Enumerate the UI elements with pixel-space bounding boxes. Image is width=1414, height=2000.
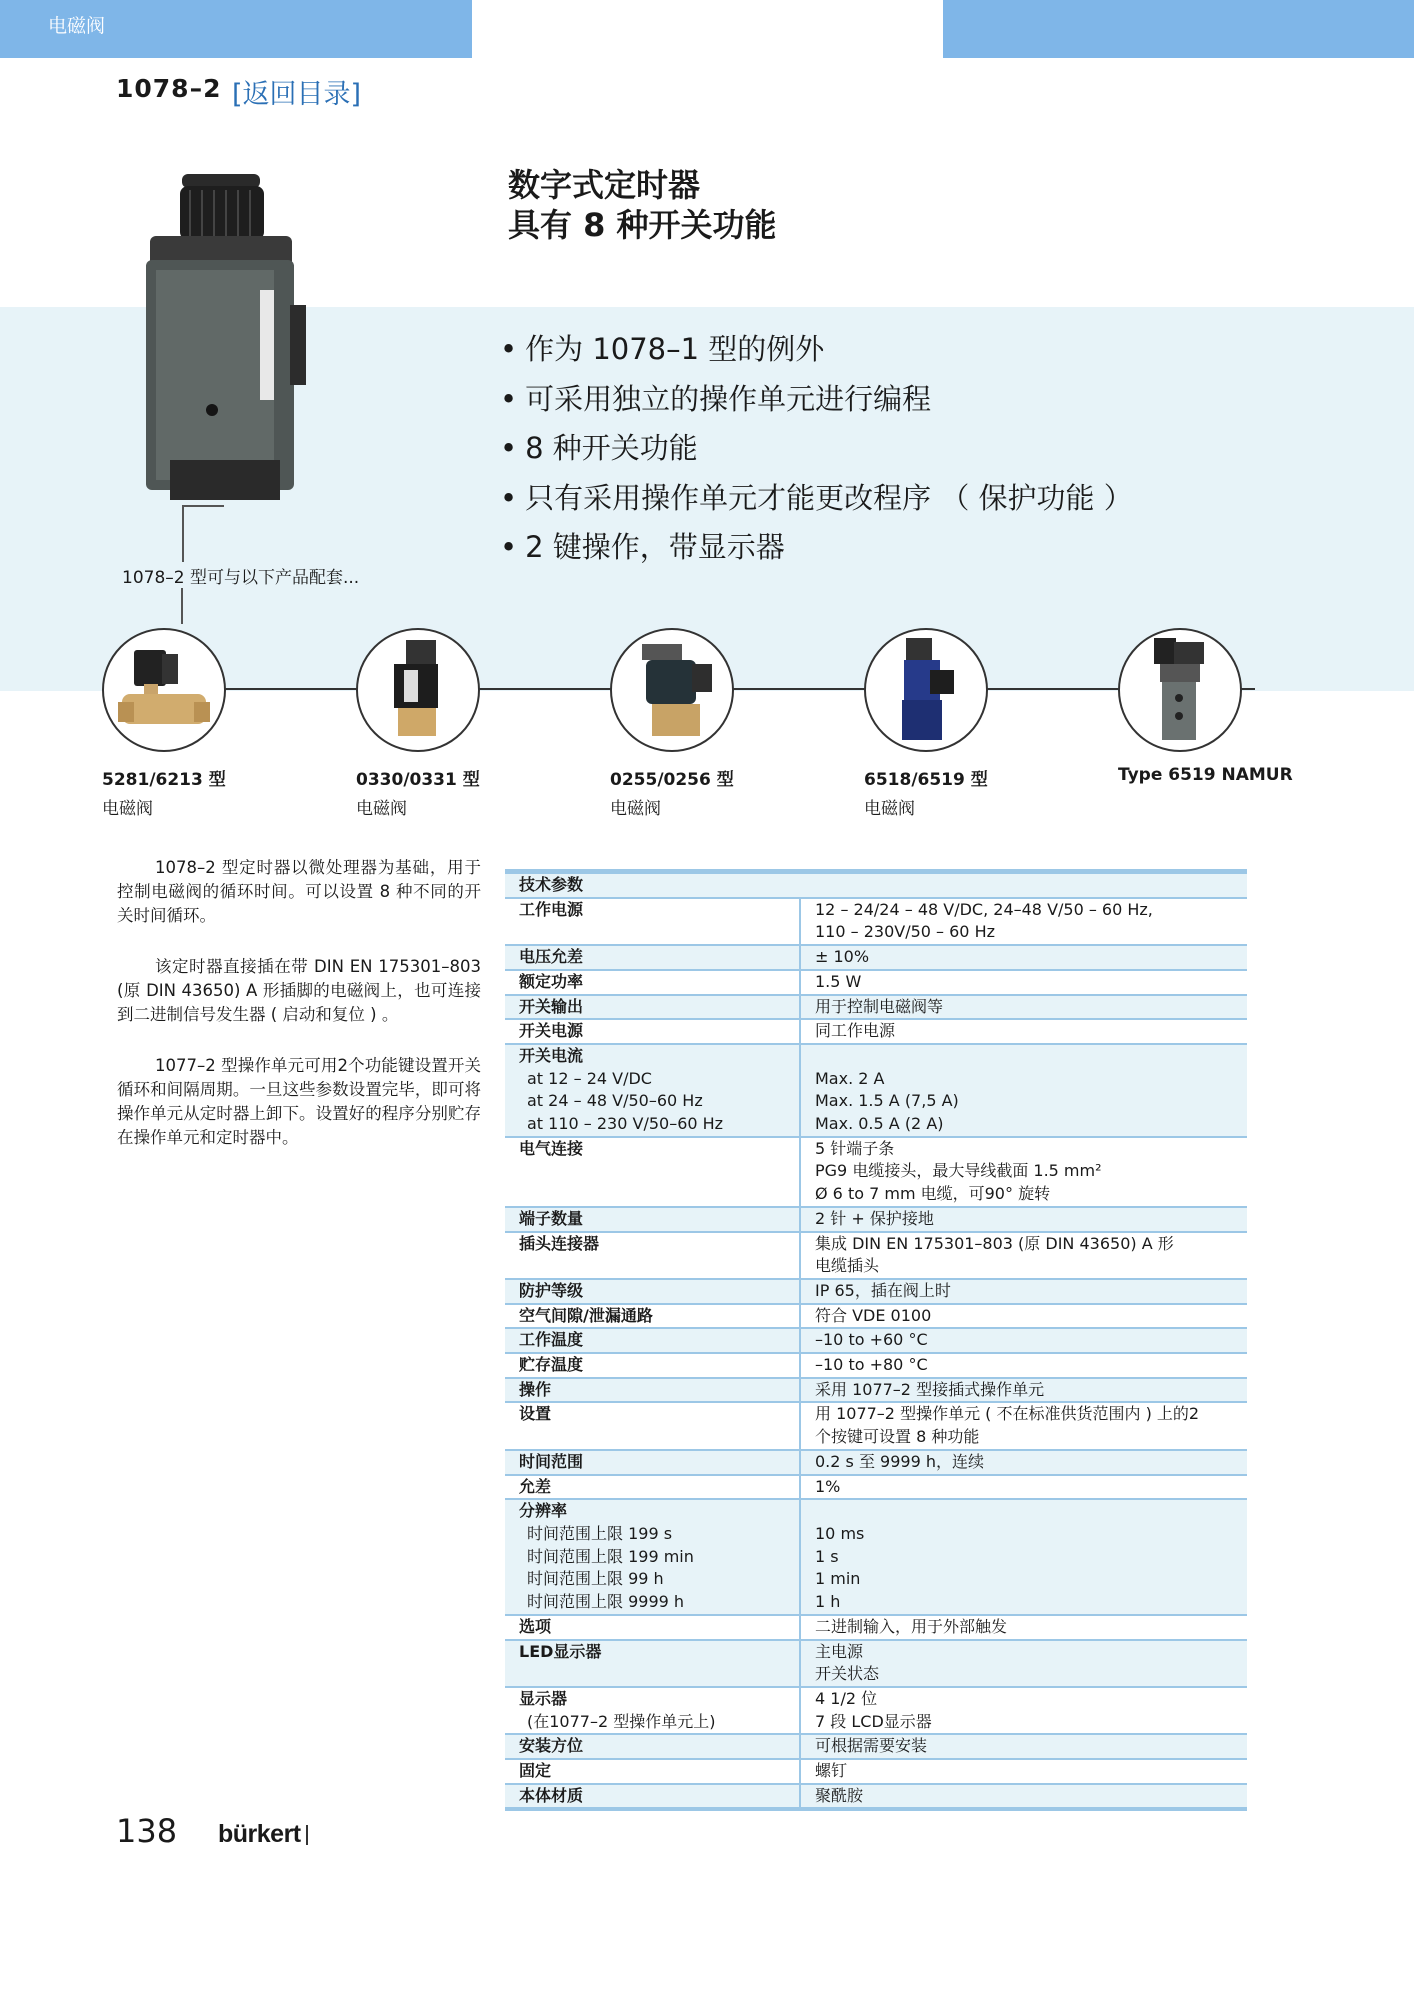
table-row [505, 1640, 1247, 1687]
spec-sublabel: at 110 – 230 V/50–60 Hz [527, 1114, 724, 1134]
table-row [505, 1734, 1247, 1759]
product-title-line2: 具有 8 种开关功能 [508, 206, 777, 244]
feature-item: • 作为 1078–1 型的例外 [500, 332, 825, 366]
spec-value-line: 2 针 + 保护接地 [815, 1208, 934, 1228]
spec-value [800, 970, 1247, 995]
table-row [505, 945, 1247, 970]
spec-value-line [815, 1045, 1247, 1068]
spec-value-line: –10 to +80 °C [815, 1355, 928, 1375]
spec-value-line: 主电源 [815, 1641, 864, 1661]
product-title-line1: 数字式定时器 [508, 166, 701, 204]
table-row [505, 1759, 1247, 1784]
spec-label-text: 电气连接 [519, 1138, 584, 1158]
spec-value [800, 1759, 1247, 1784]
description-paragraph: 1077–2 型操作单元可用2个功能键设置开关循环和间隔周期。一旦这些参数设置完毕，即可将操作单元从定时器上卸下。设置好的程序分别贮存在操作单元和定时器中。 [117, 1056, 481, 1147]
spec-value [800, 1019, 1247, 1044]
valve-name: 6518/6519 型 [864, 770, 988, 790]
spec-value-line: 螺钉 [815, 1761, 848, 1781]
feature-item: • 可采用独立的操作单元进行编程 [500, 381, 932, 416]
spec-value [800, 945, 1247, 970]
spec-label [505, 1279, 800, 1304]
description-paragraph: 该定时器直接插在带 DIN EN 175301–803 (原 DIN 43650) A 形插脚的电磁阀上，也可连接到二进制信号发生器 ( 启动和复位 ) 。 [117, 957, 481, 1024]
table-row [505, 1499, 1247, 1615]
spec-label [505, 1784, 800, 1810]
table-row [505, 1044, 1247, 1137]
brand-logo: bürkert [218, 1820, 301, 1848]
spec-label [505, 1019, 800, 1044]
table-row [505, 1687, 1247, 1734]
valve-image-0255 [610, 628, 734, 752]
table-row [505, 1328, 1247, 1353]
spec-label [505, 1232, 800, 1279]
table-row [505, 970, 1247, 995]
spec-value-line: 个按键可设置 8 种功能 [815, 1427, 980, 1447]
spec-value [800, 1784, 1247, 1810]
spec-label [505, 1499, 800, 1615]
spec-label [505, 970, 800, 995]
spec-label-text: 电压允差 [519, 947, 584, 967]
valve-name: 5281/6213 型 [102, 770, 226, 790]
spec-value-line: 10 ms [815, 1523, 865, 1543]
spec-label-text: 工作电源 [519, 899, 584, 919]
spec-label-text: 固定 [519, 1761, 552, 1781]
spec-value-line: 二进制输入，用于外部触发 [815, 1616, 1008, 1636]
table-row [505, 1019, 1247, 1044]
spec-label [505, 1734, 800, 1759]
table-header: 技术参数 [505, 872, 1247, 898]
spec-label-text: 额定功率 [519, 971, 584, 991]
spec-label [505, 1353, 800, 1378]
spec-label-text: 开关电源 [519, 1021, 584, 1041]
description-paragraph: 1078–2 型定时器以微处理器为基础，用于控制电磁阀的循环时间。可以设置 8 种不同的开关时间循环。 [117, 858, 481, 925]
spec-label-text: 本体材质 [519, 1785, 584, 1805]
header-bar-right [943, 0, 1414, 58]
spec-label [505, 1328, 800, 1353]
valve-image-6519-namur [1118, 628, 1242, 752]
spec-value-line: 同工作电源 [815, 1021, 896, 1041]
spec-sublabel: 时间范围上限 9999 h [527, 1592, 685, 1612]
valve-image-5281 [102, 628, 226, 752]
spec-label-text: 显示器 [519, 1688, 568, 1708]
spec-value [800, 1734, 1247, 1759]
table-row [505, 1378, 1247, 1403]
spec-label-text: 防护等级 [519, 1280, 584, 1300]
spec-label-text: 工作温度 [519, 1330, 584, 1350]
spec-value-line: 1% [815, 1476, 841, 1496]
valve-image-0330 [356, 628, 480, 752]
spec-label [505, 945, 800, 970]
spec-label-text: 贮存温度 [519, 1355, 584, 1375]
spec-label-text: 插头连接器 [519, 1233, 600, 1253]
spec-label [505, 1759, 800, 1784]
valve-type: 电磁阀 [356, 799, 407, 819]
spec-value-line: ± 10% [815, 947, 870, 967]
spec-label-text: 操作 [519, 1379, 552, 1399]
page-number: 138 [116, 1812, 178, 1850]
spec-sublabel: 时间范围上限 199 min [527, 1546, 694, 1566]
spec-label-text: 设置 [519, 1404, 552, 1424]
spec-label-text: 空气间隙/泄漏通路 [519, 1305, 653, 1325]
spec-value [800, 1279, 1247, 1304]
spec-value-line: 12 – 24/24 – 48 V/DC, 24–48 V/50 – 60 Hz, [815, 899, 1153, 919]
table-row [505, 1353, 1247, 1378]
spec-value [800, 1304, 1247, 1329]
spec-value-line: 1 h [815, 1592, 841, 1612]
spec-label [505, 1044, 800, 1137]
spec-value-line: 开关状态 [815, 1664, 880, 1684]
spec-value-line: 1.5 W [815, 971, 862, 991]
spec-value-line: –10 to +60 °C [815, 1330, 928, 1350]
spec-value-line: 用 1077–2 型操作单元 ( 不在标准供货范围内 ) 上的2 [815, 1404, 1200, 1424]
spec-value-line: 聚酰胺 [815, 1785, 864, 1805]
valve-name: Type 6519 NAMUR [1118, 765, 1293, 785]
spec-value [800, 1353, 1247, 1378]
connector-line [182, 505, 224, 562]
spec-value [800, 1450, 1247, 1475]
spec-label [505, 1475, 800, 1500]
spec-value [800, 1402, 1247, 1449]
connector-line-vertical [181, 588, 183, 624]
spec-value [800, 1687, 1247, 1734]
spec-sublabel: at 24 – 48 V/50–60 Hz [527, 1091, 703, 1111]
spec-sublabel: 时间范围上限 199 s [527, 1523, 673, 1543]
spec-value-line: 7 段 LCD显示器 [815, 1711, 932, 1731]
spec-label-text: 开关输出 [519, 996, 584, 1016]
spec-value [800, 1499, 1247, 1615]
feature-item: • 只有采用操作单元才能更改程序 （ 保护功能 ） [500, 480, 1133, 515]
brand-divider [306, 1825, 308, 1845]
spec-value-line [815, 1500, 1247, 1523]
bullet-icon: • [500, 381, 518, 416]
spec-value-line: Max. 0.5 A (2 A) [815, 1114, 944, 1134]
spec-sublabel: 时间范围上限 99 h [527, 1569, 664, 1589]
table-row [505, 1279, 1247, 1304]
spec-label-text: 安装方位 [519, 1736, 584, 1756]
spec-sublabel: at 12 – 24 V/DC [527, 1068, 652, 1088]
spec-value [800, 995, 1247, 1020]
table-row [505, 1232, 1247, 1279]
spec-label [505, 1615, 800, 1640]
spec-label [505, 1207, 800, 1232]
spec-label [505, 1137, 800, 1207]
spec-value [800, 1207, 1247, 1232]
spec-value-line: 符合 VDE 0100 [815, 1305, 932, 1325]
spec-label-text: 允差 [519, 1476, 552, 1496]
spec-value-line: 5 针端子条 [815, 1138, 895, 1158]
table-row [505, 898, 1247, 945]
spec-value-line: 4 1/2 位 [815, 1688, 878, 1708]
spec-value-line: 1 s [815, 1546, 839, 1566]
table-row [505, 1402, 1247, 1449]
spec-label [505, 1450, 800, 1475]
spec-sublabel: (在1077–2 型操作单元上) [527, 1711, 716, 1731]
spec-value [800, 1137, 1247, 1207]
tech-specs-table [505, 869, 1247, 1811]
bullet-icon: • [500, 530, 518, 564]
spec-label [505, 1687, 800, 1734]
table-row [505, 1475, 1247, 1500]
valve-type: 电磁阀 [610, 799, 661, 819]
spec-value-line: Max. 2 A [815, 1068, 885, 1088]
spec-label-text: 分辨率 [519, 1501, 568, 1521]
spec-label-text: LED显示器 [519, 1641, 602, 1661]
spec-value-line: 电缆插头 [815, 1256, 880, 1276]
spec-value-line: 用于控制电磁阀等 [815, 996, 944, 1016]
table-row [505, 1784, 1247, 1810]
spec-value-line: 1 min [815, 1569, 861, 1589]
spec-value [800, 1640, 1247, 1687]
table-row [505, 1615, 1247, 1640]
feature-item: • 2 键操作，带显示器 [500, 530, 785, 564]
feature-list [500, 325, 1133, 573]
table-row [505, 1137, 1247, 1207]
spec-label [505, 1640, 800, 1687]
spec-value [800, 1232, 1247, 1279]
back-to-contents-link[interactable]: [返回目录] [232, 79, 362, 110]
valve-type: 电磁阀 [102, 799, 153, 819]
spec-value-line: 集成 DIN EN 175301–803 (原 DIN 43650) A 形 [815, 1233, 1174, 1253]
model-code: 1078–2 [116, 74, 222, 103]
table-header-row [505, 872, 1247, 898]
spec-value [800, 1378, 1247, 1403]
feature-item: • 8 种开关功能 [500, 431, 698, 465]
spec-label [505, 995, 800, 1020]
spec-label-text: 选项 [519, 1616, 552, 1636]
bullet-icon: • [500, 480, 518, 515]
spec-value [800, 898, 1247, 945]
bullet-icon: • [500, 431, 518, 465]
spec-value-line: 采用 1077–2 型接插式操作单元 [815, 1379, 1045, 1399]
spec-value-line: PG9 电缆接头，最大导线截面 1.5 mm² [815, 1161, 1102, 1181]
table-row [505, 1207, 1247, 1232]
spec-label [505, 1402, 800, 1449]
spec-label-text: 时间范围 [519, 1451, 584, 1471]
valve-name: 0330/0331 型 [356, 770, 480, 790]
spec-value-line: Ø 6 to 7 mm 电缆，可90° 旋转 [815, 1184, 1051, 1204]
compatibility-caption: 1078–2 型可与以下产品配套... [122, 568, 360, 588]
spec-value-line: IP 65，插在阀上时 [815, 1280, 951, 1300]
valve-name: 0255/0256 型 [610, 770, 734, 790]
spec-label-text: 端子数量 [519, 1208, 584, 1228]
bullet-icon: • [500, 332, 518, 366]
spec-value [800, 1475, 1247, 1500]
table-row [505, 1450, 1247, 1475]
spec-label [505, 898, 800, 945]
table-row [505, 1304, 1247, 1329]
spec-label-text: 开关电流 [519, 1045, 584, 1065]
spec-value [800, 1615, 1247, 1640]
spec-label [505, 1378, 800, 1403]
spec-value [800, 1328, 1247, 1353]
spec-value-line: 0.2 s 至 9999 h，连续 [815, 1451, 984, 1471]
category-label: 电磁阀 [48, 15, 106, 37]
spec-value-line: 110 – 230V/50 – 60 Hz [815, 922, 995, 942]
timer-product-image [130, 170, 310, 510]
spec-value-line: 可根据需要安装 [815, 1736, 928, 1756]
valve-type: 电磁阀 [864, 799, 915, 819]
spec-value-line: Max. 1.5 A (7,5 A) [815, 1091, 959, 1111]
spec-value [800, 1044, 1247, 1137]
valve-image-6518 [864, 628, 988, 752]
spec-label [505, 1304, 800, 1329]
table-row [505, 995, 1247, 1020]
